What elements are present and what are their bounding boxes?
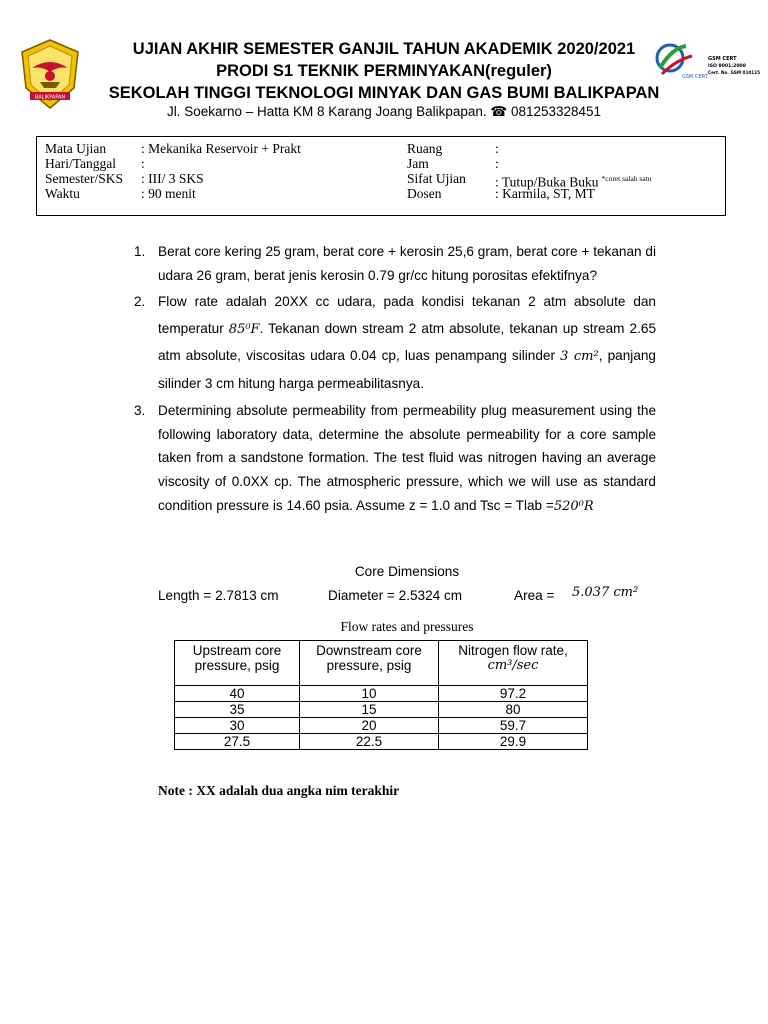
header-flow-rate-unit: cm³/sec	[487, 658, 539, 673]
table-row	[175, 702, 588, 718]
cert-mark-text: GSM CERT	[682, 74, 708, 80]
cell-downstream: 20	[300, 718, 439, 734]
cell-downstream: 15	[300, 702, 439, 718]
ruang-value: :	[495, 141, 499, 156]
core-diameter: Diameter = 2.5324 cm	[328, 588, 463, 603]
question-3	[134, 399, 656, 518]
core-length: Length = 2.7813 cm	[158, 588, 279, 603]
cell-flow-rate: 97.2	[439, 686, 588, 702]
question-text: Berat core kering 25 gram, berat core + kerosin 25,6 gram, berat core + tekanan di udara 26 gram, berat jenis kerosin 0.79 gr/cc hitung porositas efektifnya?	[158, 244, 656, 283]
jam-label: Jam	[407, 156, 429, 171]
cell-flow-rate: 80	[439, 702, 588, 718]
tlab-value: 520⁰R	[553, 498, 594, 514]
exam-info-box	[36, 136, 726, 216]
exam-note: Note : XX adalah dua angka nim terakhir	[158, 783, 400, 798]
sifat-ujian-text: : Tutup/Buka Buku	[495, 174, 599, 190]
mata-ujian-label: Mata Ujian	[45, 141, 107, 156]
table-header-row	[175, 641, 588, 686]
dosen-value: : Karmila, ST, MT	[495, 186, 595, 201]
cell-upstream: 40	[175, 686, 300, 702]
emblem-text: BALIKPAPAN	[34, 94, 66, 101]
cert-line-3: Cert. No. GSM 010115	[708, 70, 760, 75]
cell-flow-rate: 29.9	[439, 734, 588, 750]
question-text: Flow rate adalah 20XX cc udara, pada kondisi tekanan 2 atm absolute dan temperatur	[158, 294, 656, 336]
mata-ujian-value: : Mekanika Reservoir + Prakt	[141, 141, 301, 156]
sifat-ujian-note: *coret salah satu	[601, 174, 652, 183]
header-flow-rate	[439, 641, 588, 686]
table-row	[175, 686, 588, 702]
table-row	[175, 734, 588, 750]
school-address: Jl. Soekarno – Hatta KM 8 Karang Joang Balikpapan. ☎ 081253328451	[166, 104, 602, 119]
semester-label: Semester/SKS	[45, 171, 124, 186]
program-title: PRODI S1 TEKNIK PERMINYAKAN(reguler)	[216, 62, 552, 80]
exam-title: UJIAN AKHIR SEMESTER GANJIL TAHUN AKADEMIK 2020/2021	[132, 40, 636, 58]
cell-upstream: 27.5	[175, 734, 300, 750]
hari-tanggal-value: :	[141, 156, 145, 171]
area-value: 3 cm²	[560, 349, 599, 365]
header-flow-rate-label: Nitrogen flow rate,	[458, 643, 568, 658]
core-dimensions	[158, 585, 678, 608]
core-area-value: 5.037 cm²	[572, 585, 639, 600]
cell-upstream: 30	[175, 718, 300, 734]
question-number: 2.	[134, 294, 146, 310]
question-1	[134, 240, 656, 287]
question-text: Determining absolute permeability from permeability plug measurement using the following laboratory data, determine the absolute permeability for a core sample taken from a sandstone formation. The test fluid was nitrogen having an average viscosity of 0.0XX cp. The atmospheric pressure, which we will use as standard condition pressure is 14.60 psia. Assume z = 1.0 and Tsc = Tlab =	[158, 403, 656, 513]
waktu-label: Waktu	[45, 186, 80, 201]
question-list	[134, 240, 656, 518]
cell-upstream: 35	[175, 702, 300, 718]
question-number: 1.	[134, 244, 146, 259]
school-name: SEKOLAH TINGGI TEKNOLOGI MINYAK DAN GAS BUMI BALIKPAPAN	[108, 84, 660, 102]
table-caption: Flow rates and pressures	[340, 619, 474, 634]
cell-downstream: 22.5	[300, 734, 439, 750]
waktu-value: : 90 menit	[141, 186, 196, 201]
question-number: 3.	[134, 403, 146, 419]
sifat-ujian-label: Sifat Ujian	[407, 171, 466, 186]
gsm-cert-logo-icon	[652, 38, 760, 84]
jam-value: :	[495, 156, 499, 171]
cert-line-1: GSM CERT	[708, 56, 737, 62]
header-downstream: Downstream core pressure, psig	[300, 641, 439, 686]
question-2	[134, 289, 656, 397]
cell-downstream: 10	[300, 686, 439, 702]
flow-rates-table	[174, 640, 588, 750]
question-text: . Tekanan down stream 2 atm absolute, tekanan up stream 2.65 atm absolute, viscositas udara 0.04 cp, luas penampang silinder	[158, 320, 657, 364]
ruang-label: Ruang	[407, 141, 443, 156]
temperature-value: 85⁰F	[228, 321, 260, 337]
semester-value: : III/ 3 SKS	[141, 171, 204, 186]
table-row	[175, 718, 588, 734]
question-text: , panjang silinder 3 cm hitung harga permeabilitasnya.	[158, 348, 656, 391]
dosen-label: Dosen	[407, 186, 442, 201]
header-upstream: Upstream core pressure, psig	[175, 641, 300, 686]
cell-flow-rate: 59.7	[439, 718, 588, 734]
core-dimensions-title: Core Dimensions	[354, 564, 460, 579]
exam-header	[0, 0, 768, 130]
cert-line-2: ISO 9001:2008	[708, 64, 746, 69]
core-area-label: Area =	[514, 588, 555, 603]
hari-tanggal-label: Hari/Tanggal	[45, 156, 117, 171]
